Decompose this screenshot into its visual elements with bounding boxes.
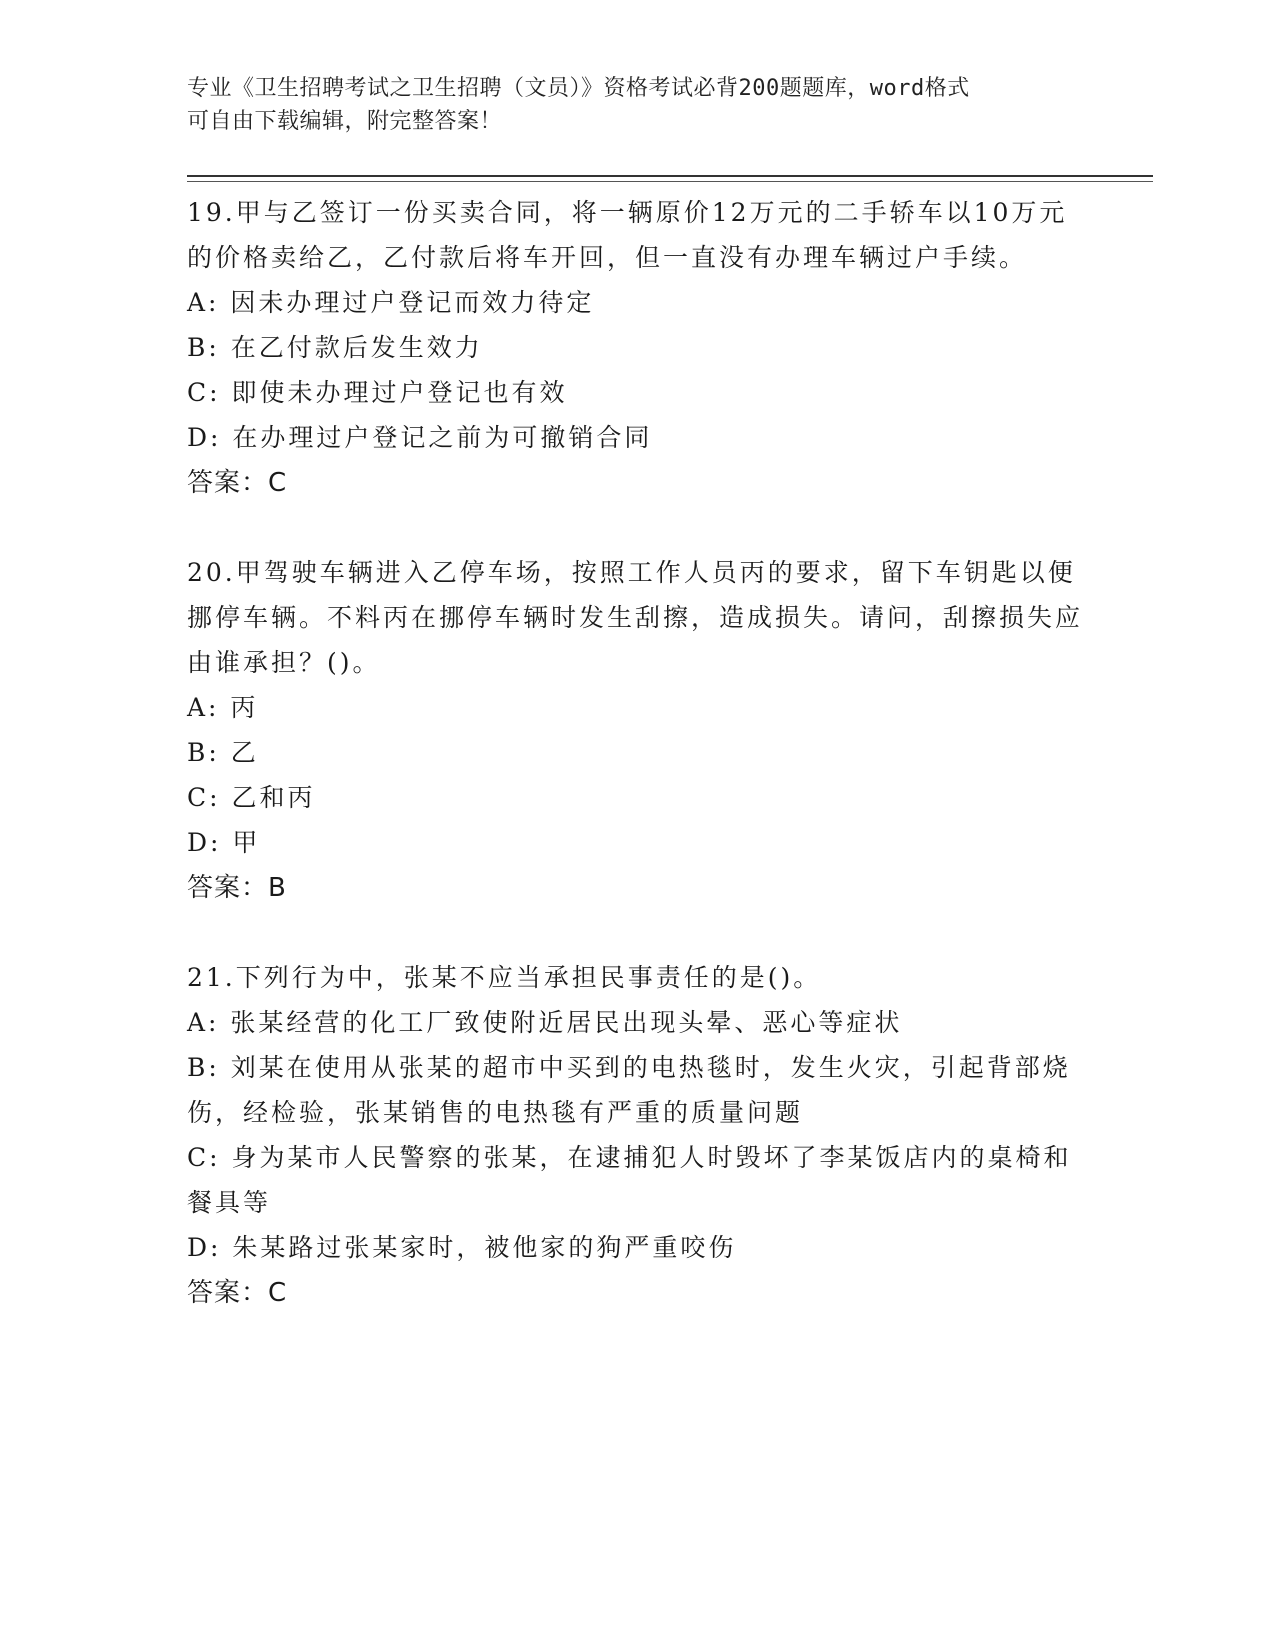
question-stem: 19.甲与乙签订一份买卖合同，将一辆原价12万元的二手轿车以10万元的价格卖给乙，乙付款后将车开回，但一直没有办理车辆过户手续。 [187, 198, 1068, 272]
option-c: C: 身为某市人民警察的张某，在逮捕犯人时毁坏了李某饭店内的桌椅和餐具等 [187, 1143, 1072, 1217]
option-c: C: 乙和丙 [187, 783, 316, 812]
option-a: A: 因未办理过户登记而效力待定 [187, 288, 595, 317]
option-d: D: 在办理过户登记之前为可撤销合同 [187, 423, 653, 452]
answer: 答案：C [187, 468, 288, 498]
question-spacer [187, 506, 1087, 550]
question-20 [187, 550, 1087, 911]
document-header [187, 72, 1087, 138]
option-a: A: 张某经营的化工厂致使附近居民出现头晕、恶心等症状 [187, 1008, 903, 1037]
option-d: D: 朱某路过张某家时，被他家的狗严重咬伤 [187, 1233, 737, 1262]
question-list [187, 190, 1087, 1316]
option-d: D: 甲 [187, 828, 261, 857]
answer: 答案：B [187, 873, 287, 903]
question-19 [187, 190, 1087, 506]
header-line-1: 专业《卫生招聘考试之卫生招聘（文员）》资格考试必背200题题库，word格式 [187, 76, 970, 101]
header-divider-thin [187, 181, 1153, 182]
option-a: A: 丙 [187, 693, 259, 722]
option-b: B: 乙 [187, 738, 259, 767]
option-c: C: 即使未办理过户登记也有效 [187, 378, 568, 407]
header-divider-thick [187, 175, 1153, 177]
option-b: B: 在乙付款后发生效力 [187, 333, 483, 362]
answer: 答案：C [187, 1278, 288, 1308]
question-21 [187, 955, 1087, 1316]
question-spacer [187, 911, 1087, 955]
question-stem: 21.下列行为中，张某不应当承担民事责任的是()。 [187, 963, 822, 992]
option-b: B: 刘某在使用从张某的超市中买到的电热毯时，发生火灾，引起背部烧伤，经检验，张某销售的电热毯有严重的质量问题 [187, 1053, 1071, 1127]
question-stem: 20.甲驾驶车辆进入乙停车场，按照工作人员丙的要求，留下车钥匙以便挪停车辆。不料丙在挪停车辆时发生刮擦，造成损失。请问，刮擦损失应由谁承担？()。 [187, 558, 1084, 677]
header-line-2: 可自由下载编辑，附完整答案！ [187, 109, 503, 134]
